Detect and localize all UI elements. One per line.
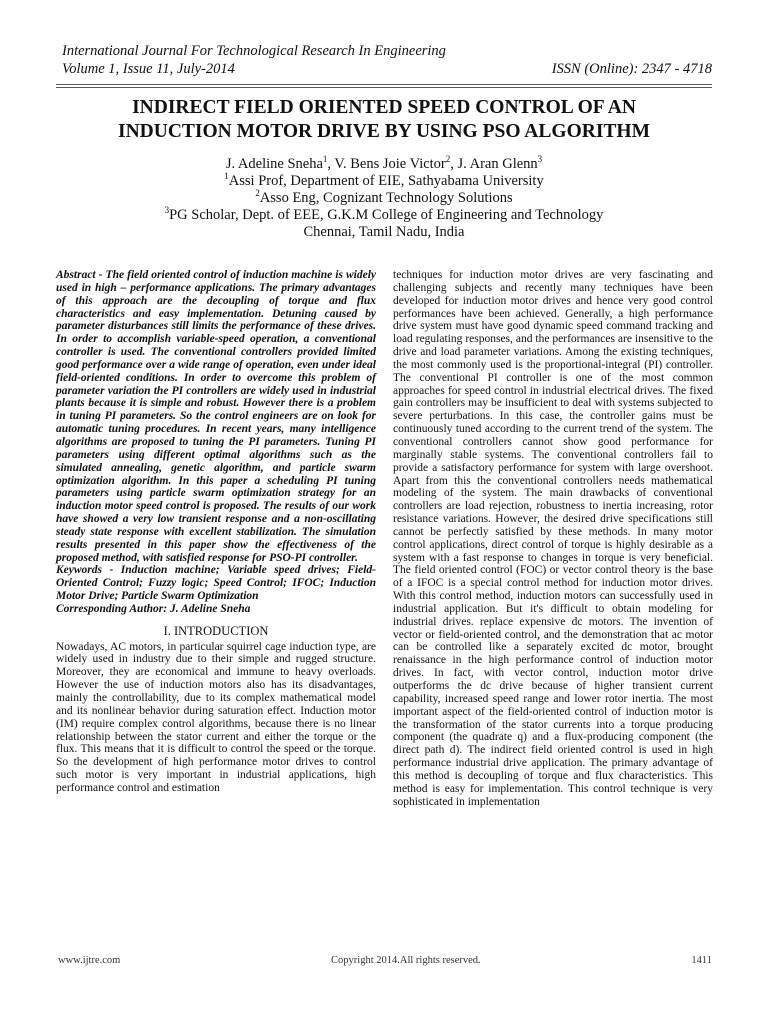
title-block <box>56 96 712 241</box>
affiliation-location: Chennai, Tamil Nadu, India <box>303 224 465 240</box>
affiliation-3 <box>56 207 712 224</box>
author-3-mark: 3 <box>537 154 543 165</box>
title-line-1: INDIRECT FIELD ORIENTED SPEED CONTROL OF AN <box>132 97 636 118</box>
right-column <box>393 269 713 808</box>
journal-info-row <box>62 60 712 78</box>
footer-url: www.ijtre.com <box>58 955 121 966</box>
header-divider-top <box>56 84 712 85</box>
page-number: 1411 <box>691 955 712 966</box>
author-block <box>56 156 712 241</box>
affiliation-1-text: Assi Prof, Department of EIE, Sathyabama University <box>228 173 544 189</box>
journal-volume: Volume 1, Issue 11, July-2014 <box>62 61 235 77</box>
author-list <box>56 156 712 173</box>
author-1-mark: 1 <box>322 154 328 165</box>
journal-header <box>62 42 712 78</box>
author-1: J. Adeline Sneha <box>225 156 323 172</box>
author-separator: , <box>450 156 458 172</box>
keywords: Keywords - Induction machine; Variable speed drives; Field-Oriented Control; Fuzzy logic; Speed Control; IFOC; Induction Motor Drive; Particle Swarm Optimization <box>56 564 376 603</box>
header-divider-bottom <box>56 87 712 88</box>
affiliation-2 <box>56 190 712 207</box>
title-line-2: INDUCTION MOTOR DRIVE BY USING PSO ALGORITHM <box>118 121 650 142</box>
affiliation-1 <box>56 173 712 190</box>
affiliation-2-text: Asso Eng, Cognizant Technology Solutions <box>259 190 513 206</box>
paper-title <box>56 96 712 144</box>
journal-name: International Journal For Technological Research In Engineering <box>62 43 446 59</box>
left-column <box>56 269 376 795</box>
introduction-paragraph-right: techniques for induction motor drives are very fascinating and challenging subjects and recently many techniques have been developed for induction motor drives and hence very good control performances have been achieved. Generally, a high performance drive system must have good dynamic speed command tracking and load regulating responses, and the performances are insensitive to the drive and load parameter variations. Among the existing techniques, the most commonly used is the proportional-integral (PI) controller. The conventional PI controller is one of the most common approaches for speed control in industrial electrical drives. The fixed gain controllers may be insufficient to deal with systems subjected to severe perturbations. In this case, the controller gains must be continuously tuned according to the current trend of the system. The conventional controllers cannot show good performance for marginally stable systems. The conventional controllers fail to provide a satisfactory performance for system with large overshoot. Apart from this the conventional controllers needs mathematical modeling of the system. The main drawbacks of conventional controllers are load rejection, robustness to inertia increasing, rotor resistance variations. However, the desired drive specifications still cannot be perfectly satisfied by these methods. In many motor control applications, direct control of torque is highly desirable as a system with a fast response to changes in torque is very beneficial. The field oriented control (FOC) or vector control theory is the base of a IFOC is a special control method for induction motor drives. With this control method, induction motors can successfully used in industrial application. But it's difficult to obtain modeling for industrial drives. replace expensive dc motors. The invention of vector or field-oriented control, and the demonstration that ac motor can be controlled like a separately excited dc motor, brought renaissance in the high performance control of induction motor drives. In fact, with vector control, induction motor drive outperforms the dc drive because of higher transient current capability, increased speed range and lower rotor inertia. The most important aspect of the field-oriented control of induction motor is the transformation of the stator currents into a torque producing component (the quadrate q) and a flux-producing component (the direct path d). The indirect field oriented control is used in high performance industrial drive application. The primary advantage of this method is decoupling of torque and flux characteristics. This method is easy for implementation. This control technique is very sophisticated in implementation <box>393 269 713 808</box>
introduction-right <box>393 269 713 808</box>
author-2: V. Bens Joie Victor <box>334 156 446 172</box>
corresponding-author: Corresponding Author: J. Adeline Sneha <box>56 602 251 615</box>
affiliation-3-text: PG Scholar, Dept. of EEE, G.K.M College of Engineering and Technology <box>169 207 604 223</box>
introduction-left <box>56 641 376 795</box>
affiliation-1-mark: 1 <box>224 171 229 182</box>
affiliation-3-mark: 3 <box>164 205 170 216</box>
affiliation-2-mark: 2 <box>255 188 260 199</box>
journal-issn: ISSN (Online): 2347 - 4718 <box>551 61 712 77</box>
page-footer <box>56 955 712 966</box>
author-2-mark: 2 <box>445 154 451 165</box>
footer-copyright: Copyright 2014.All rights reserved. <box>331 955 481 966</box>
introduction-paragraph-left: Nowadays, AC motors, in particular squirrel cage induction type, are widely used in industry due to their simple and rugged structure. Moreover, they are economical and immune to heavy overloads. However the use of induction motors also has its disadvantages, mainly the controllability, due to its complex mathematical model and its nonlinear behavior during saturation effect. Induction motor (IM) require complex control algorithms, because there is no linear relationship between the stator current and either the torque or the flux. This means that it is difficult to control the speed or the torque. So the development of high performance motor drives to control such motor is very important in industrial applications, high performance control and estimation <box>56 640 376 794</box>
author-separator: , <box>327 156 335 172</box>
abstract-text: Abstract - The field oriented control of induction machine is widely used in high – performance applications. The primary advantages of this approach are the decoupling of torque and flux characteristics and easy implementation. Detuning caused by parameter disturbances still limits the performance of these drives. In order to accomplish variable-speed operation, a conventional controller is used. The conventional controllers provided limited good performance over a wide range of operation, even under ideal field-oriented conditions. In order to overcome this problem of parameter variation the PI controllers are widely used in industrial plants because it is simple and robust. However there is a problem in tuning PI parameters. So the control engineers are on look for automatic tuning procedures. In recent years, many intelligence algorithms are proposed to tuning the PI parameters. Tuning PI parameters using different optimal algorithms such as the simulated annealing, genetic algorithm, and particle swarm optimization algorithm. In this paper a scheduling PI tuning parameters using particle swarm optimization strategy for an induction motor speed control is proposed. The results of our work have showed a very low transient response and a non-oscillating steady state response with excellent stabilization. The simulation results presented in this paper show the effectiveness of the proposed method, with satisfied response for PSO-PI controller. <box>56 269 376 564</box>
author-3: J. Aran Glenn <box>457 156 538 172</box>
abstract <box>56 269 376 616</box>
section-heading-introduction: I. INTRODUCTION <box>163 623 269 638</box>
